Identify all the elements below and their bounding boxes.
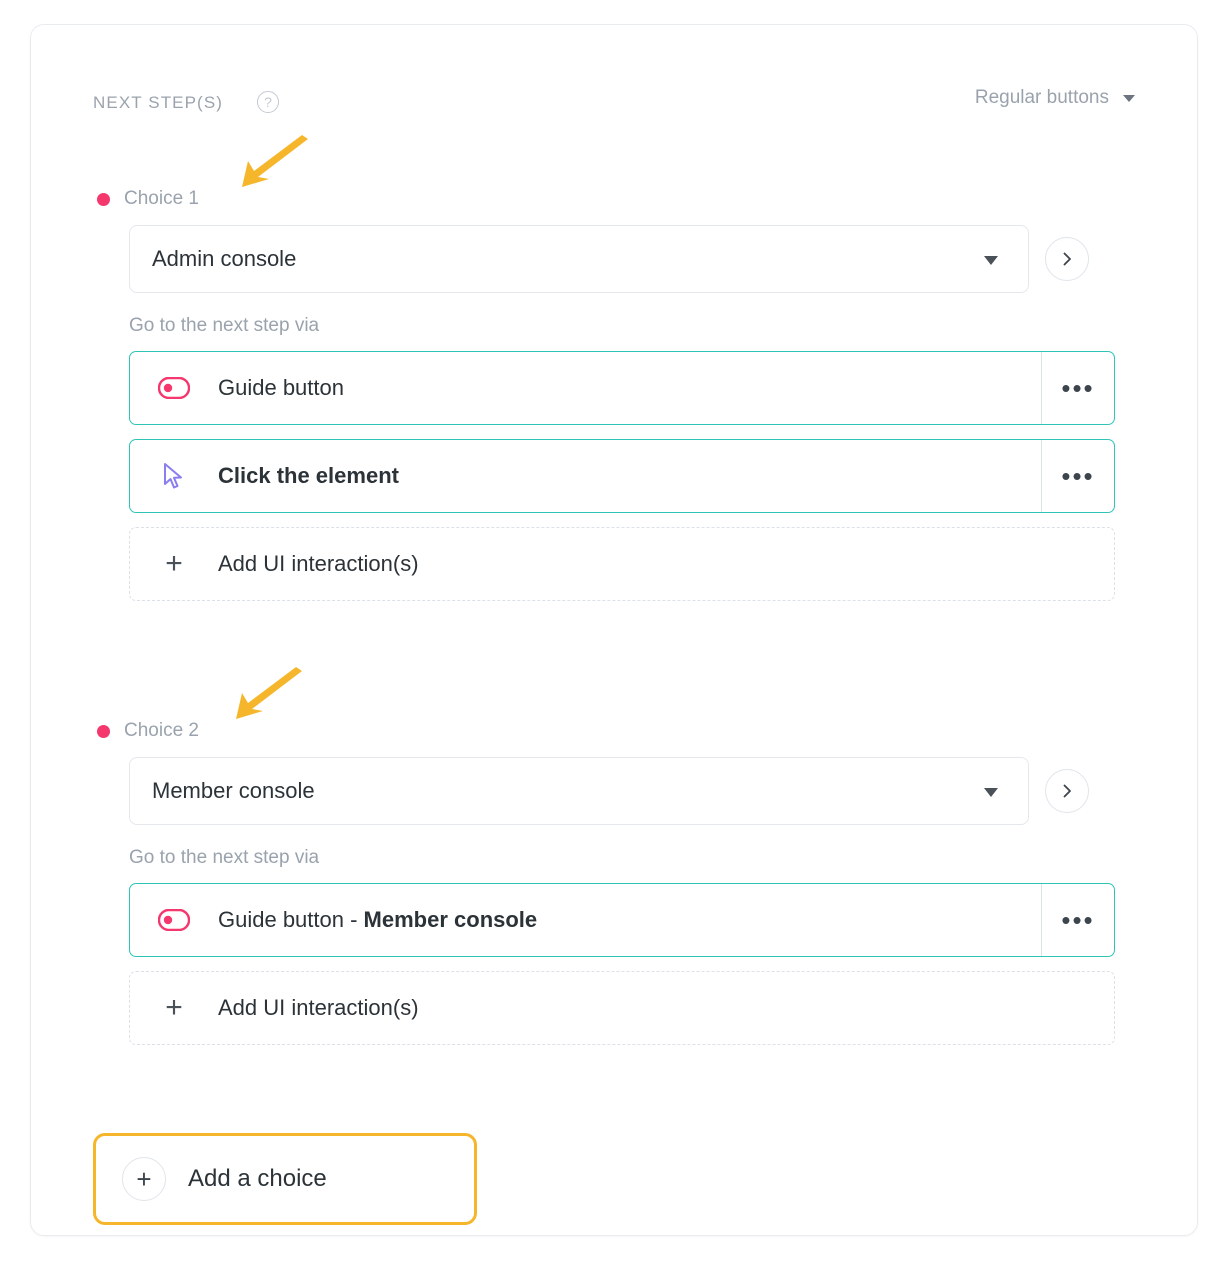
page-title: NEXT STEP(S) (93, 93, 224, 112)
choice-1-action-2-menu[interactable]: ••• (1041, 440, 1114, 512)
choice-1-action-1-label: Guide button (218, 375, 344, 400)
chevron-right-icon (1059, 251, 1075, 267)
choice-1-option-value: Admin console (152, 246, 297, 271)
plus-icon: + (165, 547, 183, 580)
chevron-down-icon (1123, 95, 1135, 102)
choice-2-option-select[interactable] (129, 757, 1029, 825)
chevron-down-icon (984, 256, 998, 265)
choice-block-2 (93, 719, 1135, 1045)
annotation-arrow-icon (222, 665, 306, 727)
choice-2-action-1-prefix: Guide button - (218, 907, 364, 932)
choice-1-action-2-label: Click the element (218, 463, 399, 488)
choice-2-label: Choice 2 (124, 720, 199, 741)
chevron-right-icon (1059, 783, 1075, 799)
next-steps-card (30, 24, 1198, 1236)
choice-1-add-ui-label: Add UI interaction(s) (218, 551, 419, 576)
guide-button-icon (130, 377, 218, 399)
choice-1-action-guide-button[interactable] (129, 351, 1115, 425)
choice-2-select-row (129, 757, 1135, 825)
card-header (93, 87, 1135, 123)
choice-1-select-row (129, 225, 1135, 293)
plus-icon: + (122, 1157, 166, 1201)
choice-2-option-value: Member console (152, 778, 315, 803)
choice-1-add-ui-interaction[interactable] (129, 527, 1115, 601)
cursor-click-icon (130, 462, 218, 490)
choice-2-add-ui-interaction[interactable] (129, 971, 1115, 1045)
choice-2-action-guide-button[interactable] (129, 883, 1115, 957)
add-choice-button[interactable] (93, 1133, 477, 1225)
choice-bullet-icon (97, 725, 110, 738)
choice-1-action-1-menu[interactable]: ••• (1041, 352, 1114, 424)
plus-icon: + (165, 991, 183, 1024)
choice-bullet-icon (97, 193, 110, 206)
guide-button-icon (130, 909, 218, 931)
choice-1-via-label: Go to the next step via (129, 315, 320, 336)
choice-1-label: Choice 1 (124, 188, 199, 209)
add-choice-label: Add a choice (188, 1165, 327, 1192)
chevron-down-icon (984, 788, 998, 797)
question-mark-icon[interactable]: ? (257, 91, 279, 113)
choice-1-action-click-element[interactable] (129, 439, 1115, 513)
choice-block-1 (93, 187, 1135, 601)
choice-2-add-ui-label: Add UI interaction(s) (218, 995, 419, 1020)
button-mode-dropdown[interactable] (975, 87, 1135, 109)
choice-2-action-1-menu[interactable]: ••• (1041, 884, 1114, 956)
choice-2-via-label: Go to the next step via (129, 847, 320, 868)
button-mode-label: Regular buttons (974, 87, 1109, 108)
choice-2-action-1-label (218, 907, 1041, 933)
choice-1-goto-button[interactable] (1045, 237, 1089, 281)
choice-2-goto-button[interactable] (1045, 769, 1089, 813)
choice-1-option-select[interactable] (129, 225, 1029, 293)
annotation-arrow-icon (228, 133, 312, 195)
choice-2-action-1-target: Member console (363, 907, 538, 932)
